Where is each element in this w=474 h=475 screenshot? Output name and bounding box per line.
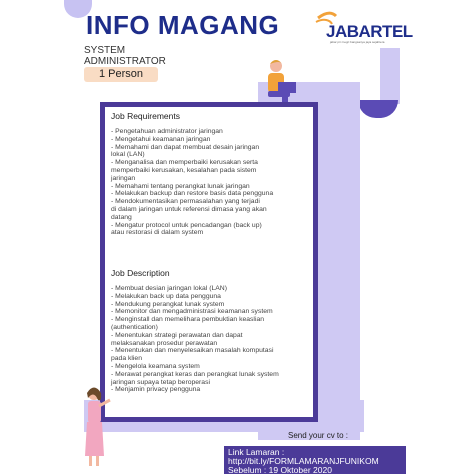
list-item: - Menjamin privacy pengguna — [111, 386, 201, 394]
list-item: atau restorasi di dalam system — [111, 229, 204, 237]
list-item: - Mengatur protocol untuk pencadangan (back up) — [111, 221, 262, 229]
requirements-heading: Job Requirements — [111, 111, 180, 121]
list-item: - Melakukan back up data pengguna — [111, 292, 221, 300]
requirements-list — [111, 128, 306, 237]
list-item: - Memahami tentang perangkat lunak jaringan — [111, 182, 250, 190]
position-line-2: ADMINISTRATOR — [84, 56, 166, 67]
position-line-1: SYSTEM — [84, 45, 126, 56]
list-item: pada klien — [111, 355, 142, 363]
send-cv-label: Send your cv to : — [288, 431, 349, 440]
woman-pointing-illustration — [78, 384, 112, 470]
list-item: datang — [111, 213, 132, 221]
list-item: - Menentukan dan menyelesaikan masalah komputasi — [111, 347, 274, 355]
logo-wordmark: JABARTEL — [326, 22, 413, 41]
application-link[interactable]: http://bit.ly/FORMLAMARANJFUNIKOM — [228, 456, 379, 466]
list-item: - Pengetahuan administrator jaringan — [111, 128, 223, 135]
decorative-purple-tab — [358, 100, 398, 118]
list-item: - Mendukung perangkat lunak system — [111, 300, 225, 308]
list-item: memperbaiki kerusakan, kesalahan pada sistem — [111, 166, 257, 174]
position-title — [84, 45, 204, 67]
list-item: - Memonitor dan mengadministrasi keamanan system — [111, 308, 273, 316]
list-item: - Membuat desian jaringan lokal (LAN) — [111, 285, 227, 292]
list-item: jaringan — [111, 174, 136, 182]
list-item: - Merawat perangkat keras dan perangkat lunak system — [111, 370, 279, 378]
deadline-text: Sebelum : 19 Oktober 2020 — [228, 465, 332, 475]
list-item: - Menginstall dan memelihara pembuktian keaslian — [111, 316, 265, 324]
list-item: - Memahami dan dapat membuat desain jaringan — [111, 143, 260, 151]
list-item: - Menganalisa dan memperbaiki kerusakan serta — [111, 159, 258, 167]
link-label: Link Lamaran : — [228, 447, 285, 457]
list-item: - Mengetahui keamanan jaringan — [111, 135, 211, 143]
list-item: melaksanakan prosedur perawatan — [111, 339, 218, 347]
quota-badge: 1 Person — [84, 67, 158, 82]
page-title: INFO MAGANG — [86, 10, 280, 40]
list-item: - Melakukan backup dan restore basis data pengguna — [111, 190, 274, 198]
list-item: lokal (LAN) — [111, 151, 145, 159]
logo-tagline: jabar pri rnegri bangsanya jaya sejahtera — [330, 40, 385, 44]
decorative-bar-right — [380, 48, 400, 104]
list-item: di dalam jaringan untuk referensi dimasa yang akan — [111, 205, 267, 213]
list-item: (authentication) — [111, 323, 158, 331]
description-heading: Job Description — [111, 268, 170, 278]
description-list — [111, 285, 306, 394]
list-item: - Mengelola keamana system — [111, 362, 200, 370]
list-item: - Mendokumentasikan permasalahan yang terjadi — [111, 198, 260, 206]
list-item: jaringan supaya tetap beroperasi — [111, 378, 210, 386]
list-item: - Menentukan strategi perawatan dan dapat — [111, 331, 243, 339]
